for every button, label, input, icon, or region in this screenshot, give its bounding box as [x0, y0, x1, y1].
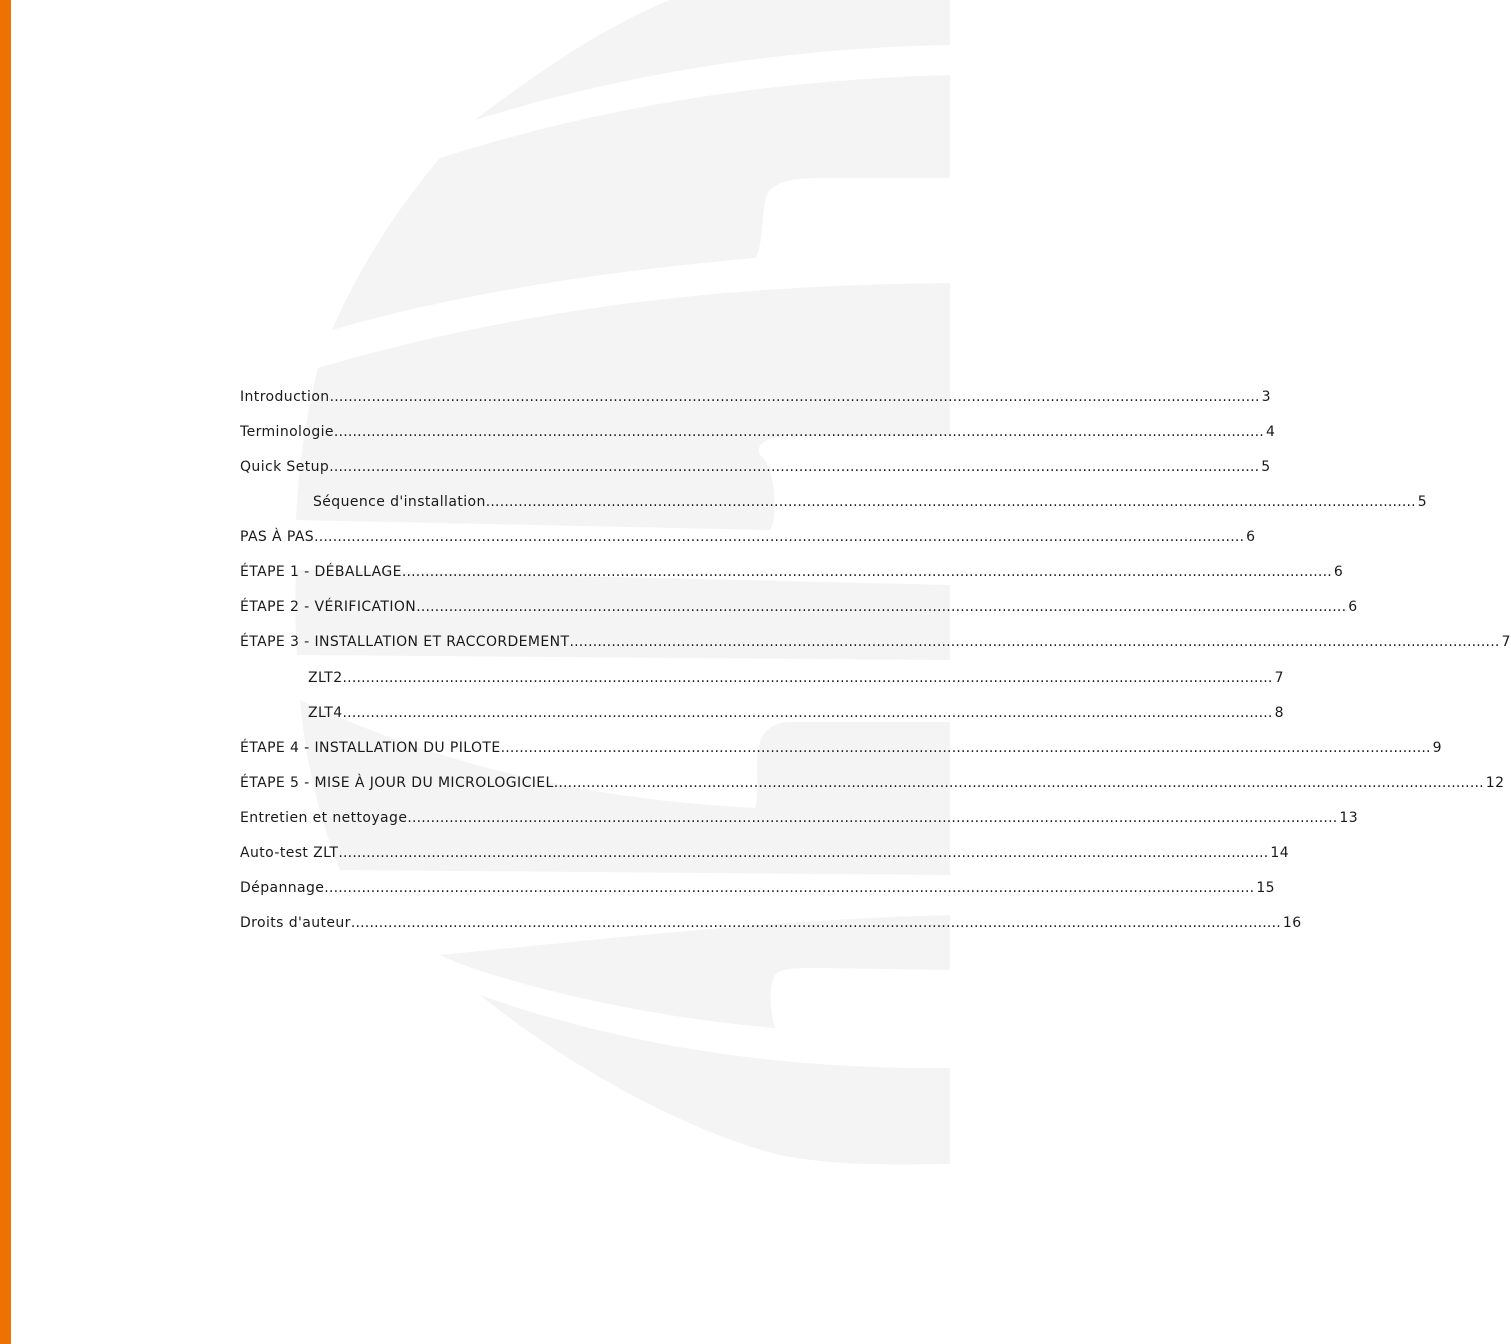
toc-entry: [240, 772, 1505, 794]
toc-entry-title: Auto-test ZLT: [240, 845, 339, 861]
toc-entry: [308, 667, 1284, 689]
toc-leader-dots: ........................................................................................................................................................................................................: [314, 529, 1245, 545]
toc-leader-dots: ........................................................................................................................................................................................................: [342, 705, 1273, 721]
toc-entry-title: Séquence d'installation: [313, 494, 486, 510]
toc-entry-page: 5: [1261, 459, 1271, 475]
toc-entry: [240, 807, 1359, 829]
toc-leader-dots: ........................................................................................................................................................................................................: [553, 775, 1484, 791]
toc-entry-page: 16: [1282, 915, 1302, 931]
toc-entry-page: 12: [1485, 775, 1505, 791]
toc-leader-dots: ........................................................................................................................................................................................................: [407, 810, 1338, 826]
toc-entry-page: 8: [1274, 705, 1284, 721]
toc-entry-page: 4: [1265, 424, 1276, 440]
toc-entry: [240, 386, 1271, 408]
toc-entry-title: Droits d'auteur: [240, 915, 351, 931]
toc-entry-title: Dépannage: [240, 880, 325, 896]
toc-entry: [240, 877, 1275, 899]
toc-entry-title: ÉTAPE 4 - INSTALLATION DU PILOTE: [240, 740, 501, 756]
toc-entry: [240, 596, 1358, 618]
toc-entry: [240, 561, 1344, 583]
accent-bar: [0, 0, 11, 1344]
toc-entry-page: 7: [1274, 670, 1284, 686]
toc-entry-page: 3: [1261, 389, 1271, 405]
toc-entry-title: Terminologie: [240, 424, 334, 440]
toc-entry-page: 9: [1432, 740, 1442, 756]
toc-entry: [240, 737, 1442, 759]
toc-entry: [240, 631, 1511, 653]
toc-entry-title: ZLT4: [308, 705, 343, 721]
toc-leader-dots: ........................................................................................................................................................................................................: [416, 599, 1347, 615]
toc-entry-title: Introduction: [240, 389, 330, 405]
toc-entry-title: Entretien et nettoyage: [240, 810, 408, 826]
toc-entry-title: PAS À PAS: [240, 529, 315, 545]
toc-entry-page: 14: [1270, 845, 1290, 861]
toc-entry-title: ÉTAPE 5 - MISE À JOUR DU MICROLOGICIEL: [240, 775, 554, 791]
toc-leader-dots: ........................................................................................................................................................................................................: [333, 424, 1264, 440]
toc-entry-page: 6: [1246, 529, 1256, 545]
toc-leader-dots: ........................................................................................................................................................................................................: [329, 389, 1260, 405]
toc-entry-title: ÉTAPE 2 - VÉRIFICATION: [240, 599, 417, 615]
toc-entry-page: 6: [1348, 599, 1358, 615]
toc-leader-dots: ........................................................................................................................................................................................................: [342, 670, 1273, 686]
toc-entry: [313, 491, 1428, 513]
toc-leader-dots: ........................................................................................................................................................................................................: [329, 459, 1260, 475]
toc-entry-page: 5: [1417, 494, 1428, 510]
toc-entry: [240, 526, 1256, 548]
toc-leader-dots: ........................................................................................................................................................................................................: [338, 845, 1269, 861]
toc-entry-title: ZLT2: [308, 670, 343, 686]
toc-leader-dots: ........................................................................................................................................................................................................: [350, 915, 1281, 931]
toc-leader-dots: ........................................................................................................................................................................................................: [324, 880, 1255, 896]
toc-entry: [240, 912, 1302, 934]
toc-entry-title: Quick Setup: [240, 459, 330, 475]
toc-entry-title: ÉTAPE 3 - INSTALLATION ET RACCORDEMENT: [240, 634, 570, 650]
toc-leader-dots: ........................................................................................................................................................................................................: [485, 494, 1416, 510]
toc-entry-page: 7: [1501, 634, 1511, 650]
toc-entry-page: 6: [1333, 564, 1344, 580]
toc-entry: [240, 842, 1290, 864]
toc-entry: [308, 702, 1284, 724]
toc-leader-dots: ........................................................................................................................................................................................................: [569, 634, 1500, 650]
toc-leader-dots: ........................................................................................................................................................................................................: [500, 740, 1431, 756]
toc-leader-dots: ........................................................................................................................................................................................................: [401, 564, 1332, 580]
toc-entry-title: ÉTAPE 1 - DÉBALLAGE: [240, 564, 402, 580]
toc-entry-page: 15: [1256, 880, 1275, 896]
toc-entry: [240, 456, 1271, 478]
toc-entry-page: 13: [1339, 810, 1359, 826]
toc-entry: [240, 421, 1276, 443]
